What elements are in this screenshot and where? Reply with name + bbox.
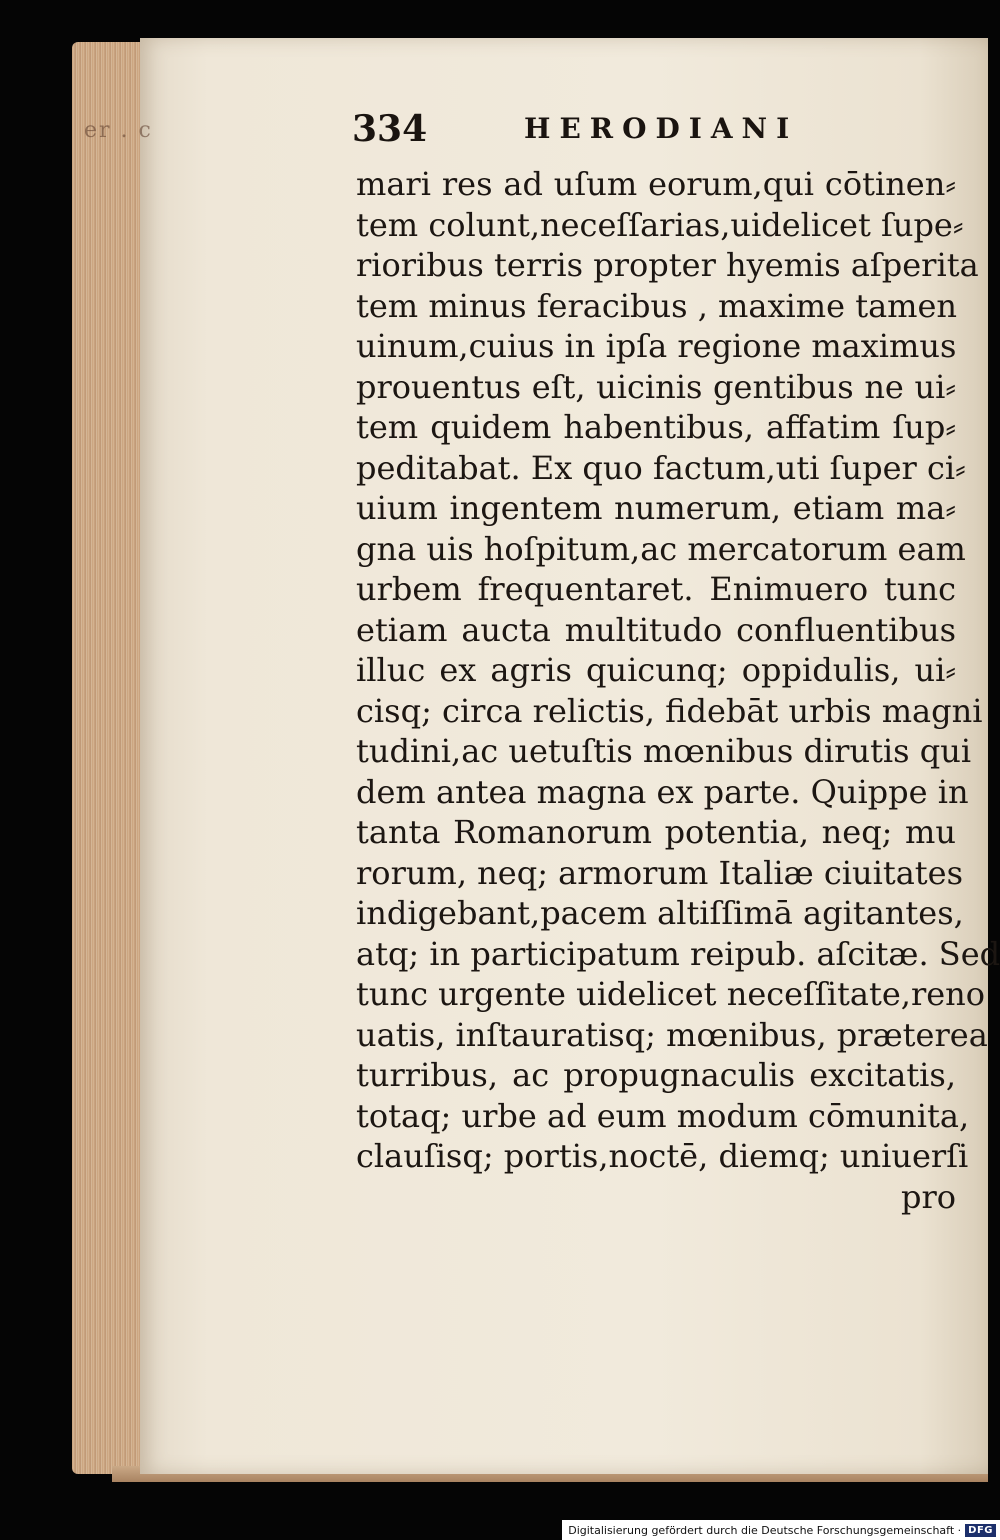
text-line: tem quidem habentibus, affatim ſup⸗ xyxy=(356,408,956,446)
text-line: uium ingentem numerum, etiam ma⸗ xyxy=(356,489,956,527)
text-line: etiam aucta multitudo confluentibus xyxy=(356,610,956,649)
text-line: dem antea magna ex parte. Quippe in xyxy=(356,772,969,811)
text-line: clauſisq; portis,noctē, diemq; uniuerſi xyxy=(356,1137,969,1175)
text-line: tanta Romanorum potentia, neq; mu xyxy=(356,813,956,851)
page-header xyxy=(352,108,822,158)
text-line: tunc urgente uidelicet neceſſitate,reno xyxy=(356,975,986,1013)
text-line: cisq; circa relictis, fidebāt urbis magni xyxy=(356,691,983,730)
text-line: mari res ad uſum eorum,qui cōtinen⸗ xyxy=(356,165,956,203)
text-line: pro xyxy=(900,1177,956,1216)
text-line: peditabat. Ex quo factum,uti ſuper ci⸗ xyxy=(356,448,966,487)
text-line: atq; in participatum reipub. aſcitæ. Sed xyxy=(356,934,1000,973)
digitization-footer xyxy=(562,1520,1000,1540)
margin-marks: er . c xyxy=(84,118,153,143)
text-line: totaq; urbe ad eum modum cōmunita, xyxy=(356,1096,970,1135)
dfg-logo: DFG xyxy=(965,1524,996,1537)
text-line: urbem frequentaret. Enimuero tunc xyxy=(356,570,956,608)
body-text xyxy=(356,164,1000,1217)
text-line: gna uis hoſpitum,ac mercatorum eam xyxy=(356,529,966,568)
text-line: turribus, ac propugnaculis excitatis, xyxy=(356,1056,956,1094)
text-line: uinum,cuius in ipſa regione maximus xyxy=(356,327,957,365)
text-line: tem minus feracibus , maxime tamen xyxy=(356,286,958,325)
text-line: illuc ex agris quicunq; oppidulis, ui⸗ xyxy=(356,651,956,689)
text-line: indigebant,pacem altiſſimā agitantes, xyxy=(356,894,964,932)
text-line: rioribus terris propter hyemis aſperita xyxy=(356,246,979,284)
text-line: tudini,ac uetuſtis mœnibus dirutis qui xyxy=(356,732,972,770)
text-line: uatis, inſtauratisq; mœnibus, præterea xyxy=(356,1015,988,1054)
text-line: prouentus eſt, uicinis gentibus ne ui⸗ xyxy=(356,367,956,406)
text-line: tem colunt,neceſſarias,uidelicet ſupe⸗ xyxy=(356,205,964,244)
page-number: 334 xyxy=(352,108,428,150)
text-line: rorum, neq; armorum Italiæ ciuitates xyxy=(356,853,963,892)
running-head: HERODIANI xyxy=(524,112,799,145)
footer-credit: Digitalisierung gefördert durch die Deutsche Forschungsgemeinschaft xyxy=(568,1523,955,1537)
footer-dot: · xyxy=(954,1523,962,1537)
